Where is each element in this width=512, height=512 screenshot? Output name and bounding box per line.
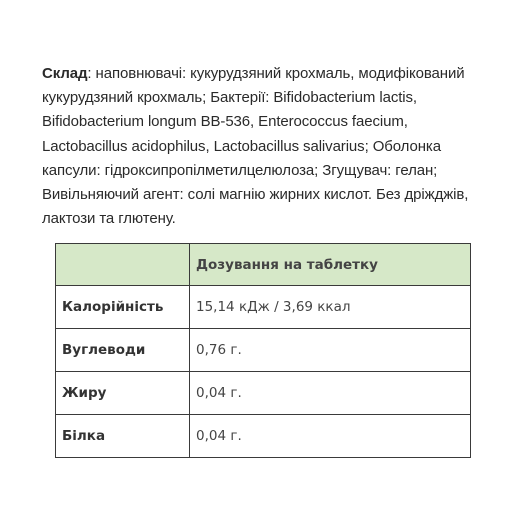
header-empty-cell (56, 244, 190, 286)
row-value-calories: 15,14 кДж / 3,69 ккал (190, 286, 471, 329)
table-row (56, 415, 471, 458)
row-value-protein: 0,04 г. (190, 415, 471, 458)
table-row (56, 372, 471, 415)
composition-lead: Склад (42, 65, 88, 82)
composition-text: : наповнювачі: кукурудзяний крохмаль, модифікований кукурудзяний крохмаль; Бактерії: Bifidobacterium lactis, Bifidobacterium longum BB-536, Enterococcus faecium, Lactobacillus acidophilus, Lactobacillus salivarius; Оболонка капсули: гідроксипропілметилцелюлоза; Згущувач: гелан; Вивільняючий агент: солі магнію жирних кислот. Без дріжджів, лактози та глютену. (42, 65, 469, 228)
nutrition-table (55, 243, 471, 458)
table-row (56, 286, 471, 329)
row-label-protein: Білка (56, 415, 190, 458)
composition-paragraph (42, 62, 482, 231)
table-row (56, 329, 471, 372)
row-label-carbs: Вуглеводи (56, 329, 190, 372)
table-header-row (56, 244, 471, 286)
row-label-calories: Калорійність (56, 286, 190, 329)
row-label-fat: Жиру (56, 372, 190, 415)
row-value-carbs: 0,76 г. (190, 329, 471, 372)
row-value-fat: 0,04 г. (190, 372, 471, 415)
header-dosage-cell: Дозування на таблетку (190, 244, 471, 286)
